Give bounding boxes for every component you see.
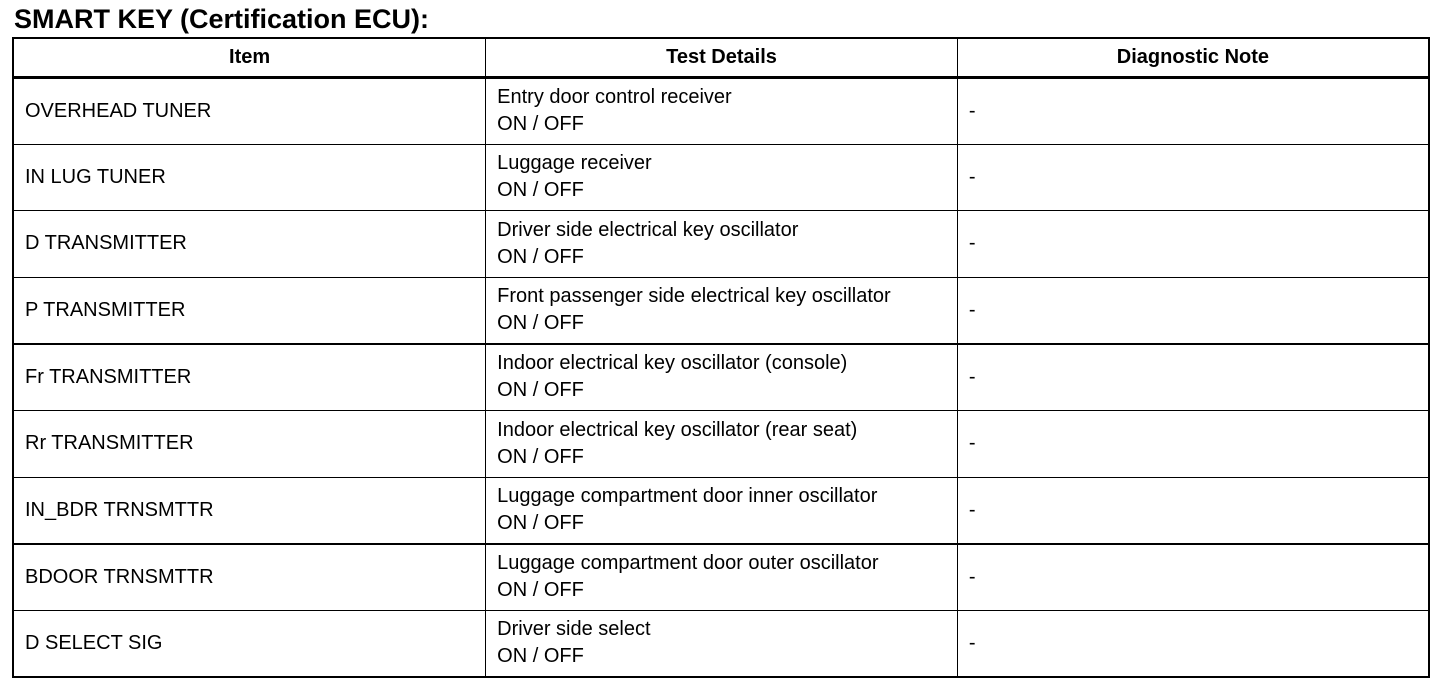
cell-item: BDOOR TRNSMTTR <box>13 544 486 611</box>
cell-item: Fr TRANSMITTER <box>13 344 486 411</box>
cell-item: P TRANSMITTER <box>13 277 486 344</box>
header-test-details: Test Details <box>486 38 958 78</box>
test-range: ON / OFF <box>497 312 584 335</box>
test-range: ON / OFF <box>497 445 584 468</box>
test-description: Luggage compartment door inner oscillator <box>497 485 878 508</box>
test-description: Front passenger side electrical key oscillator <box>497 285 891 308</box>
cell-diagnostic-note: - <box>957 211 1429 278</box>
table-row <box>13 144 1429 211</box>
test-description: Luggage receiver <box>497 152 652 175</box>
cell-test-details <box>486 410 958 477</box>
test-description: Driver side select <box>497 618 651 641</box>
test-description: Driver side electrical key oscillator <box>497 218 799 241</box>
cell-test-details <box>486 610 958 677</box>
test-range: ON / OFF <box>497 379 584 402</box>
cell-diagnostic-note: - <box>957 344 1429 411</box>
test-description: Entry door control receiver <box>497 86 732 109</box>
table-row <box>13 78 1429 145</box>
header-item: Item <box>13 38 486 78</box>
test-description: Luggage compartment door outer oscillator <box>497 552 879 575</box>
cell-test-details <box>486 344 958 411</box>
cell-item: OVERHEAD TUNER <box>13 78 486 145</box>
table-row <box>13 410 1429 477</box>
cell-item: D TRANSMITTER <box>13 211 486 278</box>
cell-diagnostic-note: - <box>957 78 1429 145</box>
cell-test-details <box>486 277 958 344</box>
table-row <box>13 610 1429 677</box>
cell-diagnostic-note: - <box>957 544 1429 611</box>
cell-item: IN_BDR TRNSMTTR <box>13 477 486 544</box>
cell-diagnostic-note: - <box>957 144 1429 211</box>
test-range: ON / OFF <box>497 245 584 268</box>
test-range: ON / OFF <box>497 512 584 535</box>
cell-diagnostic-note: - <box>957 277 1429 344</box>
table-row <box>13 477 1429 544</box>
cell-test-details <box>486 477 958 544</box>
page-title: SMART KEY (Certification ECU): <box>14 4 430 34</box>
cell-test-details <box>486 211 958 278</box>
cell-item: D SELECT SIG <box>13 610 486 677</box>
cell-diagnostic-note: - <box>957 410 1429 477</box>
table-row <box>13 211 1429 278</box>
test-description: Indoor electrical key oscillator (rear seat) <box>497 418 858 441</box>
cell-item: Rr TRANSMITTER <box>13 410 486 477</box>
test-range: ON / OFF <box>497 113 584 136</box>
test-description: Indoor electrical key oscillator (console) <box>497 352 848 375</box>
smart-key-data-table <box>12 37 1430 678</box>
table-row <box>13 544 1429 611</box>
test-range: ON / OFF <box>497 645 584 668</box>
cell-test-details <box>486 144 958 211</box>
test-range: ON / OFF <box>497 579 584 602</box>
cell-test-details <box>486 78 958 145</box>
table-header-row <box>13 38 1429 78</box>
cell-test-details <box>486 544 958 611</box>
header-diagnostic-note: Diagnostic Note <box>957 38 1429 78</box>
cell-item: IN LUG TUNER <box>13 144 486 211</box>
table-row <box>13 277 1429 344</box>
cell-diagnostic-note: - <box>957 610 1429 677</box>
table-row <box>13 344 1429 411</box>
test-range: ON / OFF <box>497 179 584 202</box>
cell-diagnostic-note: - <box>957 477 1429 544</box>
